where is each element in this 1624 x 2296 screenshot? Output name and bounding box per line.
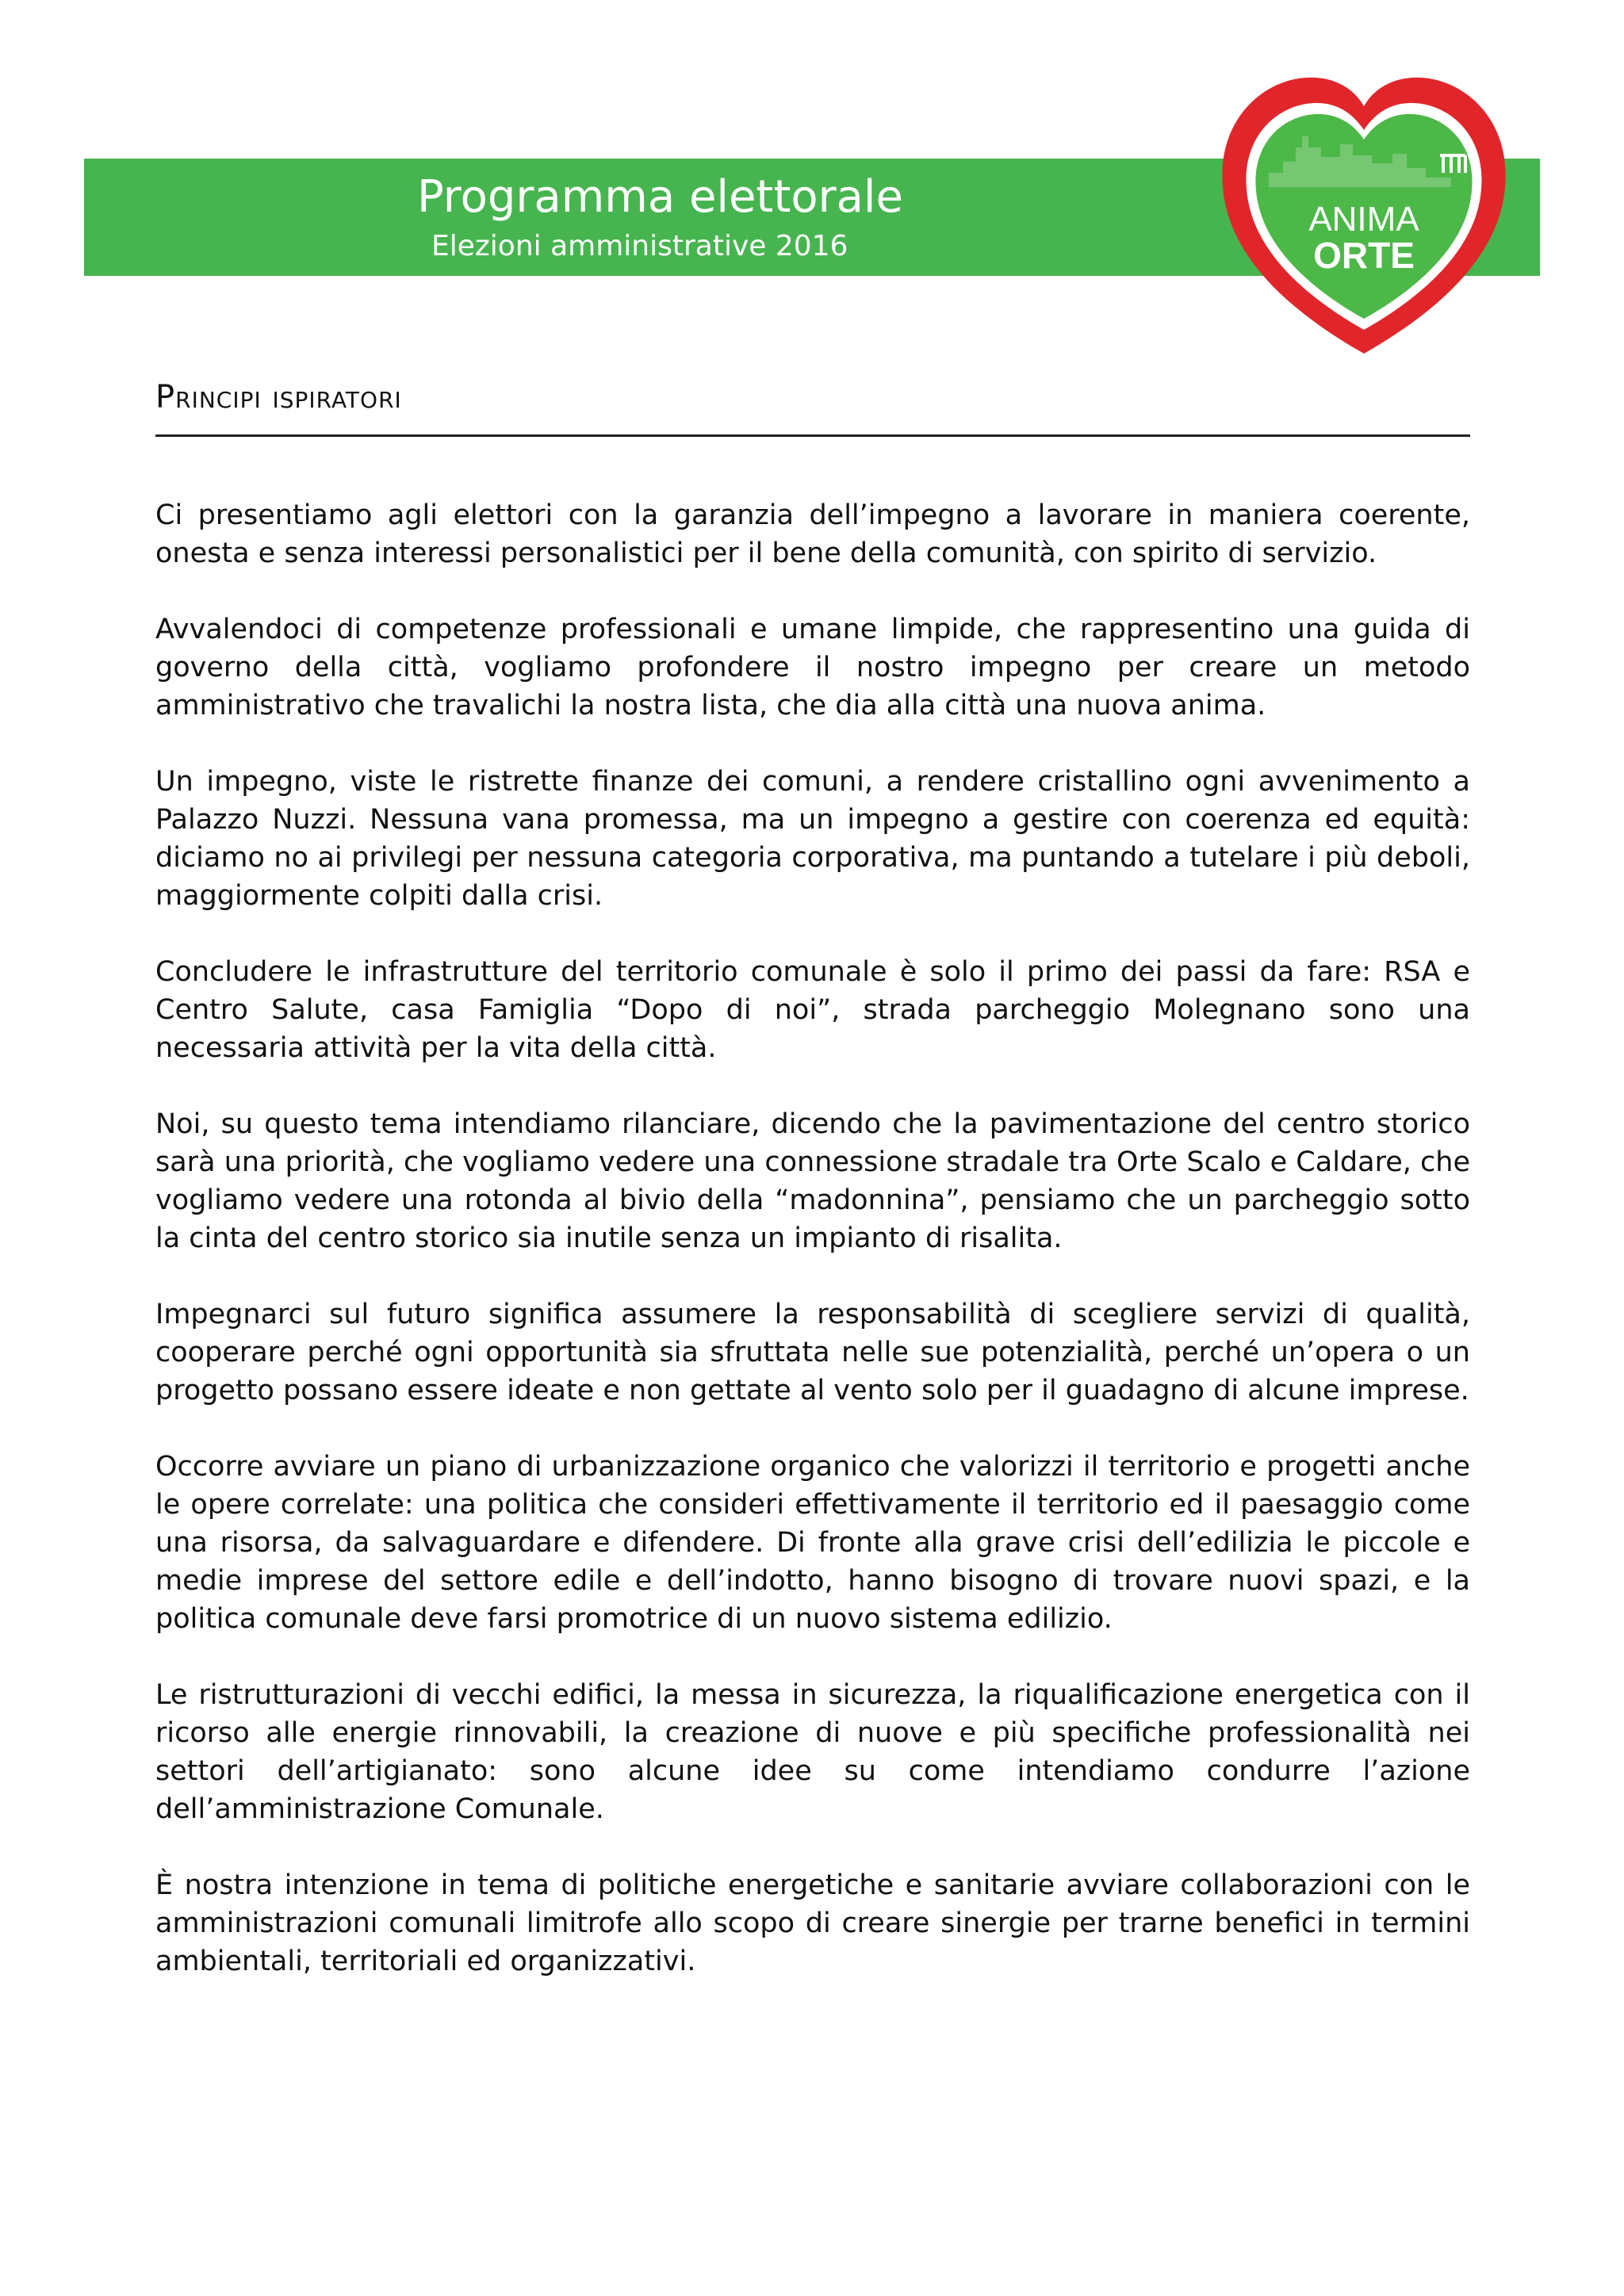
logo-text-orte: ORTE: [1313, 235, 1415, 276]
document-subtitle: Elezioni amministrative 2016: [431, 230, 848, 262]
paragraph: Occorre avviare un piano di urbanizzazione organico che valorizzi il territorio e progetti anche le opere correlate: una politica che consideri effettivamente il territorio ed il paesaggio come una risorsa, da salvaguardare e difendere. Di fronte alla grave crisi dell’edilizia le piccole e medie imprese del settore edile e dell’indotto, hanno bisogno di trovare nuovi spazi, e la politica comunale deve farsi promotrice di un nuovo sistema edilizio.: [155, 1451, 1470, 1635]
paragraph: È nostra intenzione in tema di politiche energetiche e sanitarie avviare collaborazioni con le amministrazioni comunali limitrofe allo scopo di creare sinergie per trarne benefici in termini ambientali, territoriali ed organizzativi.: [155, 1869, 1470, 1977]
document-title: Programma elettorale: [417, 171, 903, 223]
paragraph: Un impegno, viste le ristrette finanze dei comuni, a rendere cristallino ogni avvenimento a Palazzo Nuzzi. Nessuna vana promessa, ma un impegno a gestire con coerenza ed equità: diciamo no ai privilegi per nessuna categoria corporativa, ma puntando a tutelare i più deboli, maggiormente colpiti dalla crisi.: [155, 766, 1470, 912]
paragraph: Concludere le infrastrutture del territorio comunale è solo il primo dei passi da fare: RSA e Centro Salute, casa Famiglia “Dopo di noi”, strada parcheggio Molegnano sono una necessaria attività per la vita della città.: [155, 956, 1470, 1064]
paragraph: Impegnarci sul futuro significa assumere la responsabilità di scegliere servizi di qualità, cooperare perché ogni opportunità sia sfruttata nelle sue potenzialità, perché un’opera o un progetto possano essere ideate e non gettate al vento solo per il guadagno di alcune imprese.: [155, 1299, 1470, 1406]
paragraph: Avvalendoci di competenze professionali e umane limpide, che rappresentino una guida di governo della città, vogliamo profondere il nostro impegno per creare un metodo amministrativo che travalichi la nostra lista, che dia alla città una nuova anima.: [155, 614, 1470, 721]
section-heading: Principi ispiratori: [155, 379, 402, 415]
logo-text-anima: ANIMA: [1308, 200, 1419, 239]
heading-divider: [155, 434, 1470, 437]
anima-orte-logo: [1213, 68, 1515, 363]
paragraph: Le ristrutturazioni di vecchi edifici, la messa in sicurezza, la riqualificazione energetica con il ricorso alle energie rinnovabili, la creazione di nuove e più specifiche professionalità nei settori dell’artigianato: sono alcune idee su come intendiamo condurre l’azione dell’amministrazione Comunale.: [155, 1679, 1470, 1825]
paragraph: Noi, su questo tema intendiamo rilanciare, dicendo che la pavimentazione del centro storico sarà una priorità, che vogliamo vedere una connessione stradale tra Orte Scalo e Caldare, che vogliamo vedere una rotonda al bivio della “madonnina”, pensiamo che un parcheggio sotto la cinta del centro storico sia inutile senza un impianto di risalita.: [155, 1108, 1470, 1254]
paragraph: Ci presentiamo agli elettori con la garanzia dell’impegno a lavorare in maniera coerente, onesta e senza interessi personalistici per il bene della comunità, con spirito di servizio.: [155, 499, 1470, 569]
body-text: [155, 496, 1470, 2019]
